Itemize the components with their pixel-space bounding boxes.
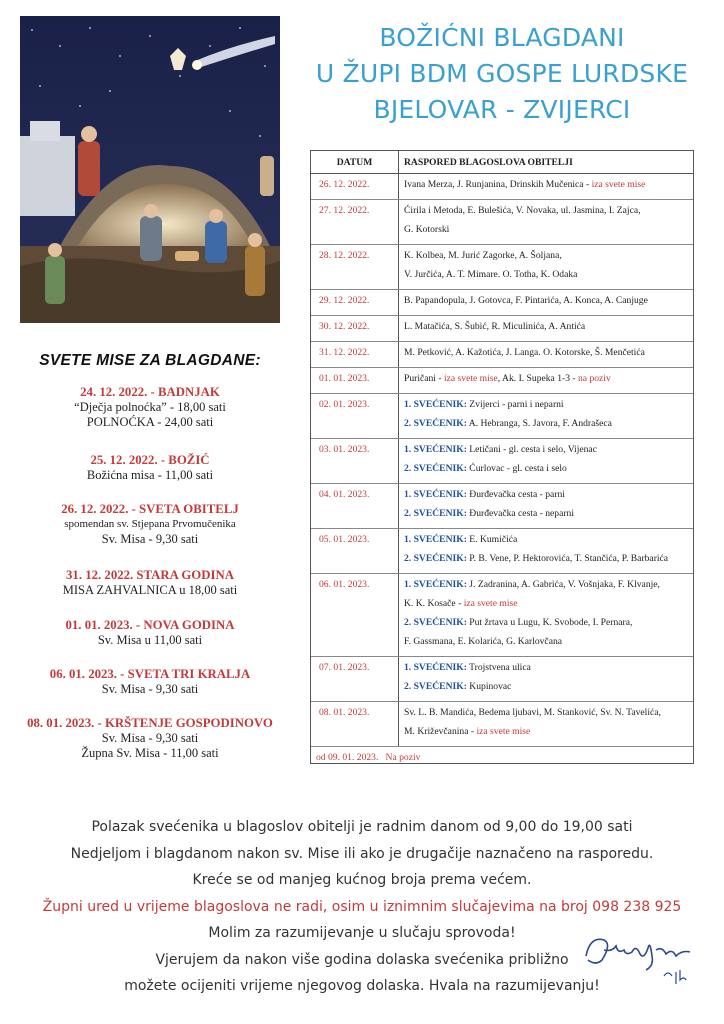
- date-cell: 30. 12. 2022.: [311, 316, 399, 342]
- schedule-cell: [399, 439, 694, 484]
- mass-time: Božićna misa - 11,00 sati: [86, 468, 214, 482]
- text-segment: Puričani -: [404, 373, 444, 384]
- date-cell: 06. 01. 2023.: [311, 574, 399, 657]
- page-title: [300, 20, 704, 128]
- text-segment: Letičani - gl. cesta i selo, Vijenac: [466, 444, 597, 455]
- date-cell: 07. 01. 2023.: [311, 657, 399, 702]
- title-line: U ŽUPI BDM GOSPE LURDSKE: [315, 59, 689, 88]
- text-segment: Đurđevačka cesta - parni: [466, 489, 565, 500]
- date-cell: 29. 12. 2022.: [311, 290, 399, 316]
- table-row: [311, 316, 693, 342]
- schedule-line: [404, 249, 688, 268]
- footer-line: možete ocijeniti vrijeme njegovog dolaska. Hvala na razumijevanju!: [124, 978, 600, 994]
- highlight-text: iza svete mise: [443, 373, 498, 384]
- mass-title: 01. 01. 2023. - NOVA GODINA: [65, 618, 235, 632]
- table-row: [311, 702, 693, 747]
- highlight-text: iza svete mise: [591, 179, 646, 190]
- schedule-line: [404, 178, 688, 197]
- date-cell: 28. 12. 2022.: [311, 245, 399, 290]
- text-segment: Zvijerci - parni i neparni: [466, 399, 564, 410]
- mass-block: [20, 502, 280, 547]
- footer-line: Župni ured u vrijeme blagoslova ne radi, osim u iznimnim slučajevima na broj 098 238 925: [42, 898, 682, 915]
- mass-title: 08. 01. 2023. - KRŠTENJE GOSPODINOVO: [27, 716, 273, 730]
- schedule-line: [404, 372, 688, 391]
- schedule-line: [404, 294, 688, 313]
- schedule-line: [404, 462, 688, 481]
- schedule-column-header: RASPORED BLAGOSLOVA OBITELJI: [399, 151, 694, 174]
- schedule-cell: [399, 657, 694, 702]
- schedule-line: [404, 346, 688, 365]
- schedule-line: [404, 661, 688, 680]
- text-segment: Kupinovac: [466, 681, 512, 692]
- mass-title: 31. 12. 2022. STARA GODINA: [66, 568, 234, 582]
- text-segment: P. B. Vene, P. Hektorovića, T. Stančića, P. Barbarića: [466, 553, 669, 564]
- priest-label: 1. SVEĆENIK:: [404, 662, 467, 673]
- text-segment: J. Zadranina, A. Gabrića, V. Vošnjaka, F. Klvanje,: [466, 579, 660, 590]
- text-segment: F. Gassmana, E. Kolarića, G. Karlovčana: [404, 636, 563, 647]
- text-segment: A. Hebranga, S. Javora, F. Andrašeca: [466, 418, 612, 429]
- text-segment: Put žrtava u Lugu, K. Svobode, I. Pernara,: [466, 617, 633, 628]
- schedule-line: [404, 204, 688, 223]
- schedule-cell: [399, 245, 694, 290]
- priest-label: 1. SVEĆENIK:: [404, 399, 467, 410]
- text-segment: Ivana Merza, J. Runjanina, Drinskih Mučenica -: [404, 179, 592, 190]
- footer-line: Polazak svećenika u blagoslov obitelji je radnim danom od 9,00 do 19,00 sati: [91, 819, 633, 835]
- date-cell: 27. 12. 2022.: [311, 200, 399, 245]
- date-cell: 05. 01. 2023.: [311, 529, 399, 574]
- text-segment: K. Kolbea, M. Jurić Zagorke, A. Šoljana,: [404, 250, 562, 261]
- mass-title: 25. 12. 2022. - BOŽIĆ: [90, 453, 210, 467]
- table-row: [311, 342, 693, 368]
- text-segment: V. Jurčića, A. T. Mimare. O. Totha, K. Odaka: [404, 269, 578, 280]
- mass-time: Sv. Misa - 9,30 sati: [101, 731, 199, 745]
- highlight-text: iza svete mise: [476, 726, 531, 737]
- schedule-cell: [399, 368, 694, 394]
- schedule-cell: [399, 394, 694, 439]
- title-line: BJELOVAR - ZVIJERCI: [373, 95, 631, 124]
- priest-label: 2. SVEĆENIK:: [404, 553, 467, 564]
- mass-time: Sv. Misa - 9,30 sati: [101, 682, 199, 696]
- mass-time: “Dječja polnoćka” - 18,00 sati: [74, 400, 226, 414]
- text-segment: K. K. Kosače -: [404, 598, 464, 609]
- text-segment: Ćirila i Metoda, E. Bulešića, V. Novaka, ul. Jasmina, I. Zajca,: [404, 205, 641, 216]
- schedule-line: [404, 507, 688, 526]
- table-row-on-request: [311, 747, 693, 767]
- mass-block: [20, 453, 280, 483]
- schedule-cell: [399, 484, 694, 529]
- priest-label: 2. SVEĆENIK:: [404, 418, 467, 429]
- priest-label: 2. SVEĆENIK:: [404, 508, 467, 519]
- date-cell: 31. 12. 2022.: [311, 342, 399, 368]
- schedule-line: [404, 320, 688, 339]
- text-segment: Đurđevačka cesta - neparni: [466, 508, 574, 519]
- text-segment: G. Kotorski: [404, 224, 450, 235]
- mass-title: 06. 01. 2023. - SVETA TRI KRALJA: [49, 667, 251, 681]
- table-row: [311, 245, 693, 290]
- schedule-line: [404, 725, 688, 744]
- schedule-cell: [399, 174, 694, 200]
- schedule-cell: [399, 290, 694, 316]
- table-row: [311, 200, 693, 245]
- text-segment: , Ak. I. Supeka 1-3 -: [497, 373, 578, 384]
- mass-time: Sv. Misa - 9,30 sati: [101, 532, 199, 546]
- table-row: [311, 368, 693, 394]
- table-row: [311, 394, 693, 439]
- schedule-line: [404, 680, 688, 699]
- schedule-line: [404, 533, 688, 552]
- mass-block: [20, 667, 280, 697]
- mass-time: MISA ZAHVALNICA u 18,00 sati: [62, 583, 238, 597]
- schedule-line: [404, 398, 688, 417]
- schedule-line: [404, 597, 688, 616]
- footer-line: Kreće se od manjeg kućnog broja prema većem.: [192, 872, 532, 888]
- highlight-text: od 09. 01. 2023. Na poziv: [316, 752, 421, 763]
- priest-label: 2. SVEĆENIK:: [404, 681, 467, 692]
- mass-block: [20, 716, 280, 761]
- schedule-cell: [399, 574, 694, 657]
- table-row: [311, 174, 693, 200]
- schedule-cell: [399, 200, 694, 245]
- table-row: [311, 290, 693, 316]
- schedule-line: [404, 552, 688, 571]
- text-segment: Ćurlovac - gl. cesta i selo: [466, 463, 567, 474]
- footer-line: Vjerujem da nakon više godina dolaska svećenika približno: [155, 951, 569, 968]
- mass-block: [20, 385, 280, 430]
- schedule-line: [404, 417, 688, 436]
- schedule-line: [404, 706, 688, 725]
- priest-label: 1. SVEĆENIK:: [404, 534, 467, 545]
- schedule-cell: [399, 702, 694, 747]
- priest-label: 2. SVEĆENIK:: [404, 463, 467, 474]
- schedule-cell: [399, 529, 694, 574]
- priest-label: 2. SVEĆENIK:: [404, 617, 467, 628]
- table-row: [311, 574, 693, 657]
- mass-title: 24. 12. 2022. - BADNJAK: [80, 385, 220, 399]
- mass-block: [20, 568, 280, 598]
- priest-label: 1. SVEĆENIK:: [404, 489, 467, 500]
- schedule-line: [404, 268, 688, 287]
- mass-time: Župna Sv. Misa - 11,00 sati: [81, 746, 219, 760]
- highlight-text: na poziv: [577, 373, 611, 384]
- date-cell: 02. 01. 2023.: [311, 394, 399, 439]
- schedule-line: [404, 223, 688, 242]
- blessing-schedule-table: [310, 150, 694, 764]
- schedule-cell: [399, 342, 694, 368]
- table-row: [311, 529, 693, 574]
- table-row: [311, 484, 693, 529]
- mass-title: 26. 12. 2022. - SVETA OBITELJ: [61, 502, 239, 516]
- footer-line: Molim za razumijevanje u slučaju sprovoda!: [208, 925, 516, 941]
- text-segment: L. Matačića, S. Šubić, R. Miculinića, A. Antića: [404, 321, 586, 332]
- footer-line: Nedjeljom i blagdanom nakon sv. Mise ili ako je drugačije naznačeno na rasporedu.: [70, 845, 654, 862]
- mass-time: POLNOĆKA - 24,00 sati: [86, 415, 214, 429]
- table-header-row: [311, 151, 693, 174]
- priest-label: 1. SVEĆENIK:: [404, 444, 467, 455]
- text-segment: Trojstvena ulica: [466, 662, 531, 673]
- text-segment: E. Kumičića: [466, 534, 518, 545]
- date-cell: 26. 12. 2022.: [311, 174, 399, 200]
- mass-block: [20, 618, 280, 648]
- priest-label: 1. SVEĆENIK:: [404, 579, 467, 590]
- schedule-cell: [399, 316, 694, 342]
- text-segment: B. Papandopula, J. Gotovca, F. Pintarića, A. Konca, A. Canjuge: [404, 295, 648, 306]
- signature: [582, 926, 702, 990]
- title-line: BOŽIĆNI BLAGDANI: [379, 23, 625, 52]
- on-request-cell: [311, 747, 693, 767]
- date-cell: 08. 01. 2023.: [311, 702, 399, 747]
- mass-time: spomendan sv. Stjepana Prvomučenika: [64, 518, 236, 530]
- schedule-line: [404, 635, 688, 654]
- highlight-text: iza svete mise: [463, 598, 518, 609]
- date-cell: 03. 01. 2023.: [311, 439, 399, 484]
- schedule-line: [404, 578, 688, 597]
- date-cell: 01. 01. 2023.: [311, 368, 399, 394]
- text-segment: M. Križevčanina -: [404, 726, 477, 737]
- schedule-line: [404, 616, 688, 635]
- table-row: [311, 657, 693, 702]
- date-column-header: DATUM: [311, 151, 399, 174]
- text-segment: M. Petković, A. Kažotića, J. Langa. O. Kotorske, Š. Menčetića: [404, 347, 645, 358]
- mass-time: Sv. Misa u 11,00 sati: [97, 633, 203, 647]
- table-row: [311, 439, 693, 484]
- masses-heading: SVETE MISE ZA BLAGDANE:: [39, 352, 261, 369]
- text-segment: Sv. L. B. Mandića, Bedema ljubavi, M. Stanković, Sv. N. Tavelića,: [404, 707, 661, 718]
- schedule-line: [404, 488, 688, 507]
- date-cell: 04. 01. 2023.: [311, 484, 399, 529]
- schedule-line: [404, 443, 688, 462]
- nativity-scene-photo: [20, 16, 280, 323]
